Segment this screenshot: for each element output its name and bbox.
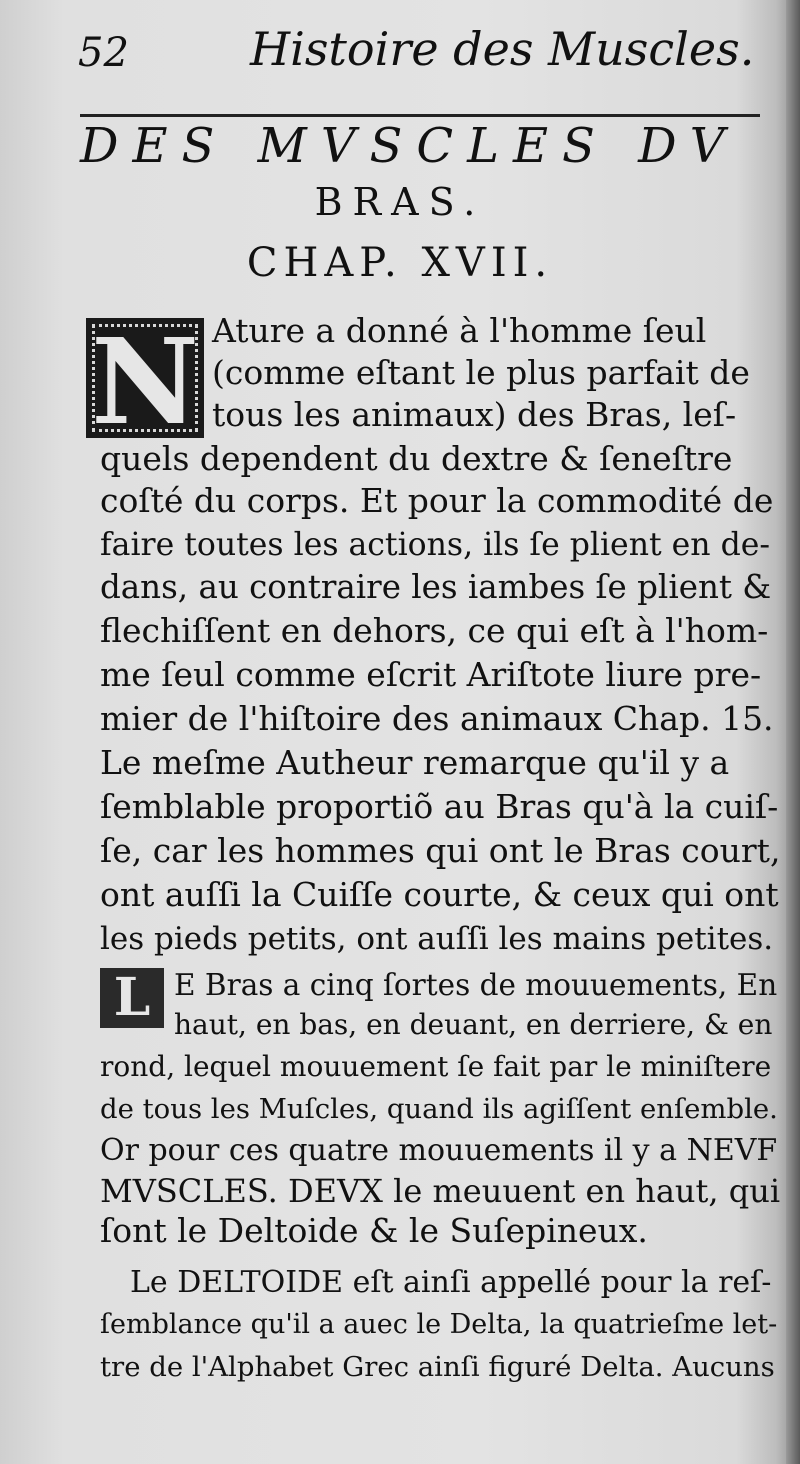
- text-line: coſté du corps. Et pour la commodité de: [100, 481, 774, 520]
- text-line: flechiſſent en dehors, ce qui eſt à l'hom-: [100, 611, 769, 650]
- text-line: quels dependent du dextre & ſeneſtre: [100, 439, 733, 478]
- chapter-number: CHAP. XVII.: [246, 240, 554, 286]
- text-line: mier de l'hiſtoire des animaux Chap. 15.: [100, 699, 774, 738]
- header-rule: [80, 114, 760, 117]
- drop-cap-letter: N: [91, 318, 199, 438]
- text-line: ſe, car les hommes qui ont le Bras court,: [100, 831, 781, 870]
- text-line: Le DELTOIDE eſt ainſi appellé pour la reſ-: [130, 1265, 772, 1300]
- text-line: ſemblance qu'il a auec le Delta, la quatrieſme let-: [100, 1309, 778, 1340]
- text-line: dans, au contraire les iambes ſe plient &: [100, 568, 772, 606]
- text-line: (comme eſtant le plus parfait de: [212, 353, 750, 392]
- text-line: haut, en bas, en deuant, en derriere, & en: [174, 1008, 773, 1041]
- text-line: tre de l'Alphabet Grec ainſi figuré Delta. Aucuns: [100, 1351, 775, 1383]
- text-line: ſont le Deltoide & le Suſepineux.: [100, 1211, 648, 1250]
- text-line: tous les animaux) des Bras, leſ-: [212, 395, 737, 434]
- decorated-initial: [86, 318, 204, 438]
- text-line: Or pour ces quatre mouuements il y a NEVF: [100, 1133, 778, 1168]
- text-line: Ature a donné à l'homme ſeul: [212, 311, 707, 350]
- text-line: les pieds petits, ont auſſi les mains petites.: [100, 921, 774, 957]
- chapter-title-line2: BRAS.: [314, 180, 486, 224]
- text-line: me ſeul comme eſcrit Ariſtote liure pre-: [100, 655, 762, 694]
- text-line: faire toutes les actions, ils ſe plient en de-: [100, 527, 771, 563]
- text-line: rond, lequel mouuement ſe fait par le miniſtere: [100, 1050, 772, 1083]
- running-head: Histoire des Muscles.: [250, 22, 755, 76]
- text-line: Le meſme Autheur remarque qu'il y a: [100, 743, 730, 782]
- text-line: E Bras a cinq ſortes de mouuements, En: [174, 968, 778, 1002]
- chapter-title-line1: DES MVSCLES DV: [80, 118, 739, 174]
- ornamental-initial: L: [100, 968, 164, 1028]
- text-line: de tous les Muſcles, quand ils agiſſent enſemble.: [100, 1093, 778, 1125]
- text-line: ſemblable proportiõ au Bras qu'à la cuiſ-: [100, 787, 779, 826]
- page-number: 52: [78, 30, 129, 76]
- text-line: ont auſſi la Cuiſſe courte, & ceux qui ont: [100, 875, 779, 914]
- text-line: MVSCLES. DEVX le meuuent en haut, qui: [100, 1172, 781, 1210]
